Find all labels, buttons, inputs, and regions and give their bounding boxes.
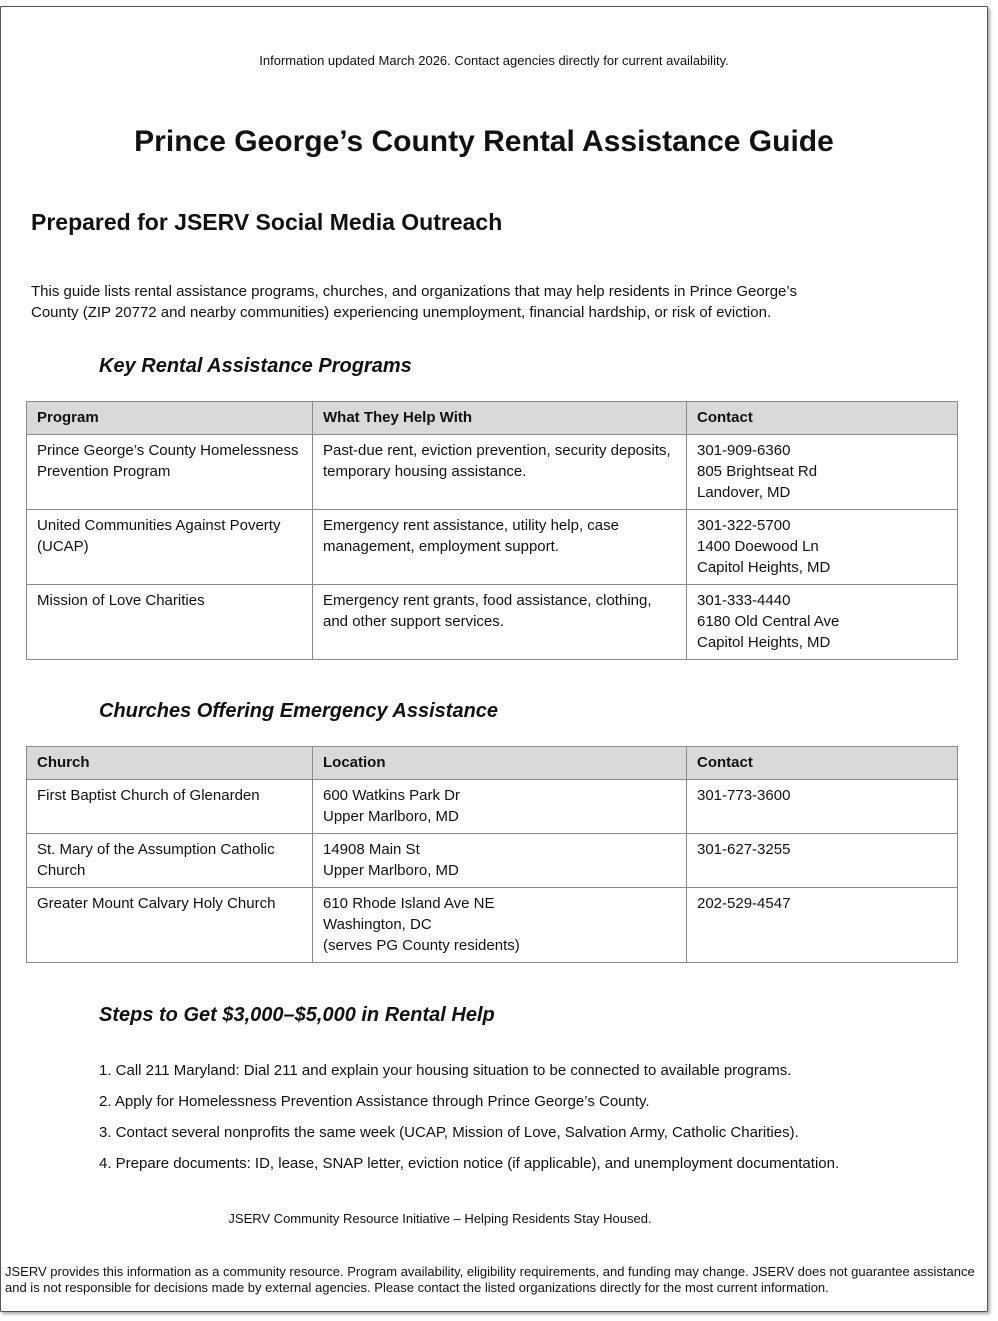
phone-number: 301-333-4440 bbox=[697, 592, 791, 609]
column-header-help: What They Help With bbox=[313, 402, 687, 435]
phone-number: 202-529-4547 bbox=[687, 888, 958, 963]
city-state: Capitol Heights, MD bbox=[697, 634, 831, 651]
column-header-location: Location bbox=[313, 747, 687, 780]
street-address: 610 Rhode Island Ave NE bbox=[323, 895, 495, 912]
churches-table bbox=[26, 746, 958, 963]
churches-heading: Churches Offering Emergency Assistance bbox=[99, 700, 499, 722]
table-header-row bbox=[27, 402, 958, 435]
church-location bbox=[313, 780, 687, 834]
street-address: 600 Watkins Park Dr bbox=[323, 787, 460, 804]
table-row bbox=[27, 510, 958, 585]
program-contact bbox=[687, 585, 958, 660]
list-item: 4. Prepare documents: ID, lease, SNAP letter, eviction notice (if applicable), and unemployment documentation. bbox=[99, 1155, 840, 1172]
church-name: St. Mary of the Assumption Catholic Church bbox=[27, 834, 313, 888]
program-contact bbox=[687, 435, 958, 510]
column-header-church: Church bbox=[27, 747, 313, 780]
update-note: Information updated March 2026. Contact agencies directly for current availability. bbox=[259, 53, 729, 68]
city-state: Upper Marlboro, MD bbox=[323, 808, 459, 825]
program-help: Emergency rent assistance, utility help, case management, employment support. bbox=[313, 510, 687, 585]
table-header-row bbox=[27, 747, 958, 780]
street-address: 14908 Main St bbox=[323, 841, 420, 858]
programs-table bbox=[26, 401, 958, 660]
page-subtitle: Prepared for JSERV Social Media Outreach bbox=[31, 209, 503, 235]
page-title: Prince George’s County Rental Assistance Guide bbox=[134, 125, 834, 158]
footer-tagline: JSERV Community Resource Initiative – Helping Residents Stay Housed. bbox=[228, 1211, 652, 1226]
city-state: Upper Marlboro, MD bbox=[323, 862, 459, 879]
church-name: Greater Mount Calvary Holy Church bbox=[27, 888, 313, 963]
service-note: (serves PG County residents) bbox=[323, 937, 520, 954]
church-location bbox=[313, 834, 687, 888]
column-header-contact: Contact bbox=[687, 402, 958, 435]
city-state: Washington, DC bbox=[323, 916, 432, 933]
steps-heading: Steps to Get $3,000–$5,000 in Rental Help bbox=[99, 1004, 495, 1026]
disclaimer: JSERV provides this information as a community resource. Program availability, eligibility requirements, and funding may change. JSERV does not guarantee assistance and is not responsible for decisions made by external agencies. Please contact the listed organizations directly for the most current information. bbox=[5, 1264, 975, 1295]
intro-paragraph: This guide lists rental assistance programs, churches, and organizations that may help residents in Prince George’s County (ZIP 20772 and nearby communities) experiencing unemployment, financial hardship, or risk of eviction. bbox=[31, 283, 797, 321]
city-state: Landover, MD bbox=[697, 484, 791, 501]
program-contact bbox=[687, 510, 958, 585]
table-row bbox=[27, 888, 958, 963]
list-item: 1. Call 211 Maryland: Dial 211 and explain your housing situation to be connected to available programs. bbox=[99, 1062, 792, 1079]
street-address: 805 Brightseat Rd bbox=[697, 463, 818, 480]
program-help: Emergency rent grants, food assistance, clothing, and other support services. bbox=[313, 585, 687, 660]
table-row bbox=[27, 834, 958, 888]
phone-number: 301-322-5700 bbox=[697, 517, 791, 534]
steps-list bbox=[99, 1060, 959, 1184]
program-name: Prince George’s County Homelessness Prevention Program bbox=[27, 435, 313, 510]
church-location bbox=[313, 888, 687, 963]
program-help: Past-due rent, eviction prevention, security deposits, temporary housing assistance. bbox=[313, 435, 687, 510]
column-header-program: Program bbox=[27, 402, 313, 435]
phone-number: 301-909-6360 bbox=[697, 442, 791, 459]
program-name: United Communities Against Poverty (UCAP) bbox=[27, 510, 313, 585]
list-item: 3. Contact several nonprofits the same week (UCAP, Mission of Love, Salvation Army, Catholic Charities). bbox=[99, 1124, 799, 1141]
programs-heading: Key Rental Assistance Programs bbox=[99, 355, 412, 377]
phone-number: 301-773-3600 bbox=[687, 780, 958, 834]
church-name: First Baptist Church of Glenarden bbox=[27, 780, 313, 834]
list-item: 2. Apply for Homelessness Prevention Assistance through Prince George’s County. bbox=[99, 1093, 650, 1110]
table-row bbox=[27, 435, 958, 510]
table-row bbox=[27, 585, 958, 660]
city-state: Capitol Heights, MD bbox=[697, 559, 831, 576]
column-header-contact: Contact bbox=[687, 747, 958, 780]
program-name: Mission of Love Charities bbox=[27, 585, 313, 660]
street-address: 6180 Old Central Ave bbox=[697, 613, 840, 630]
phone-number: 301-627-3255 bbox=[687, 834, 958, 888]
street-address: 1400 Doewood Ln bbox=[697, 538, 819, 555]
table-row bbox=[27, 780, 958, 834]
